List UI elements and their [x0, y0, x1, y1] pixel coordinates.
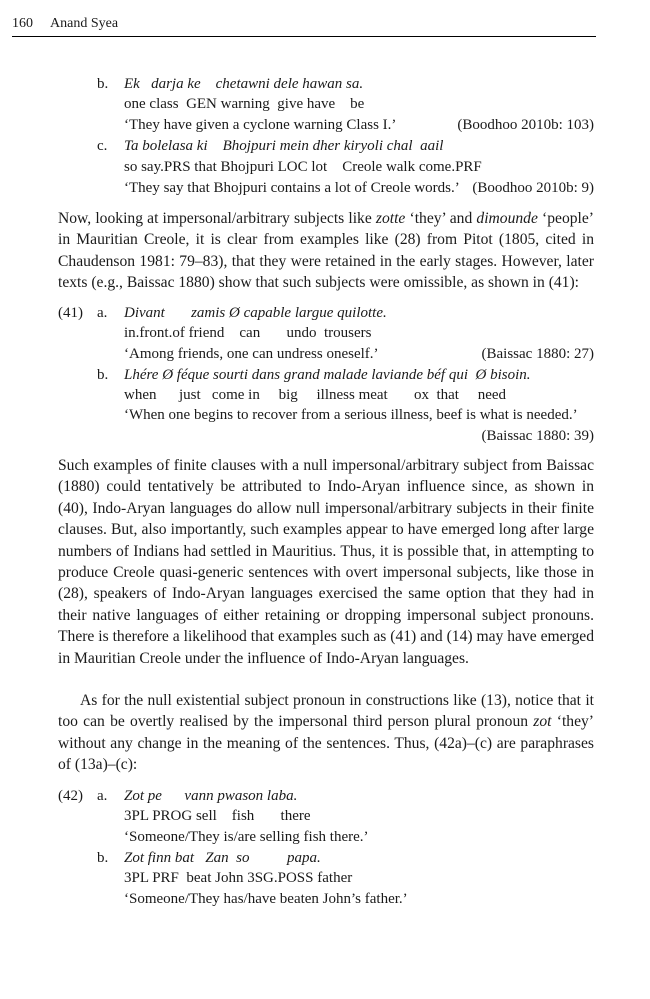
example-line: Ta bolelasa ki Bhojpuri mein dher kiryoli chal aail [124, 138, 444, 154]
example-gloss: 3PL PROG sell fish there [124, 808, 311, 824]
example-label-c: c. [97, 138, 108, 154]
example-number: (41) [58, 305, 83, 321]
example-number: (42) [58, 788, 83, 804]
example-translation: ‘When one begins to recover from a serious illness, beef is what is needed.’ [124, 407, 578, 423]
example-translation: ‘They have given a cyclone warning Class I.’ [124, 117, 397, 133]
paragraph-finite-clauses: Such examples of finite clauses with a null impersonal/arbitrary subject from Baissac (1880) could tentatively be attributed to Indo-Aryan influence since, as shown in (40), Indo-Aryan languages do allow null impersonal/arbitrary subjects in their finite clauses. But, also importantly, such examples appear to have emerged long after large numbers of Indians had settled in Mauritius. Thus, it is possible that, in attempting to produce Creole quasi-generic sentences with overt impersonal subjects, like those in (28), speakers of Indo-Aryan languages exercised the same option that they had in their native languages of either retaining or dropping impersonal subject pronouns. There is therefore a likelihood that examples such as (41) and (14) may have emerged in Mauritian Creole under the influence of Indo-Aryan languages. [58, 457, 594, 667]
example-label-a: a. [97, 788, 108, 804]
example-gloss: 3PL PRF beat John 3SG.POSS father [124, 870, 353, 886]
example-label-b: b. [97, 850, 109, 866]
example-translation: ‘Someone/They is/are selling fish there.’ [124, 829, 369, 845]
example-source: (Baissac 1880: 27) [481, 346, 594, 362]
example-line: Zot finn bat Zan so papa. [124, 850, 321, 866]
example-label-b: b. [97, 76, 109, 92]
example-gloss: when just come in big illness meat ox that need [124, 387, 507, 403]
example-gloss: one class GEN warning give have be [124, 96, 365, 112]
paragraph-impersonal-subjects: Now, looking at impersonal/arbitrary subjects like zotte ‘they’ and dimounde ‘people’ in Mauritian Creole, it is clear from examples like (28) from Pitot (1805, cited in Chaudenson 1981: 79–83), that they were retained in the early stages. However, later texts (e.g., Baissac 1880) show that such subjects were omissible, as shown in (41): [58, 210, 594, 292]
example-source: (Boodhoo 2010b: 9) [472, 180, 594, 196]
running-head-author: Anand Syea [50, 16, 119, 31]
example-label-a: a. [97, 305, 108, 321]
example-line: Divant zamis Ø capable largue quilotte. [124, 305, 387, 321]
page-number: 160 [12, 16, 33, 31]
example-translation: ‘They say that Bhojpuri contains a lot of Creole words.’ [124, 180, 460, 196]
example-line: Lhére Ø féque sourti dans grand malade laviande béf qui Ø bisoin. [124, 367, 531, 383]
example-source: (Boodhoo 2010b: 103) [457, 117, 594, 133]
example-translation: ‘Among friends, one can undress oneself.’ [124, 346, 379, 362]
header-rule [12, 36, 596, 37]
example-line: Ek darja ke chetawni dele hawan sa. [124, 76, 364, 92]
example-label-b: b. [97, 367, 109, 383]
example-translation: ‘Someone/They has/have beaten John’s father.’ [124, 891, 408, 907]
example-line: Zot pe vann pwason laba. [124, 788, 298, 804]
example-source: (Baissac 1880: 39) [481, 428, 594, 444]
example-gloss: in.front.of friend can undo trousers [124, 325, 372, 341]
paragraph-null-existential: As for the null existential subject pronoun in constructions like (13), notice that it too can be overtly realised by the impersonal third person plural pronoun zot ‘they’ without any change in the meaning of the sentences. Thus, (42a)–(c) are paraphrases of (13a)–(c): [58, 692, 594, 774]
example-gloss: so say.PRS that Bhojpuri LOC lot Creole walk come.PRF [124, 159, 482, 175]
